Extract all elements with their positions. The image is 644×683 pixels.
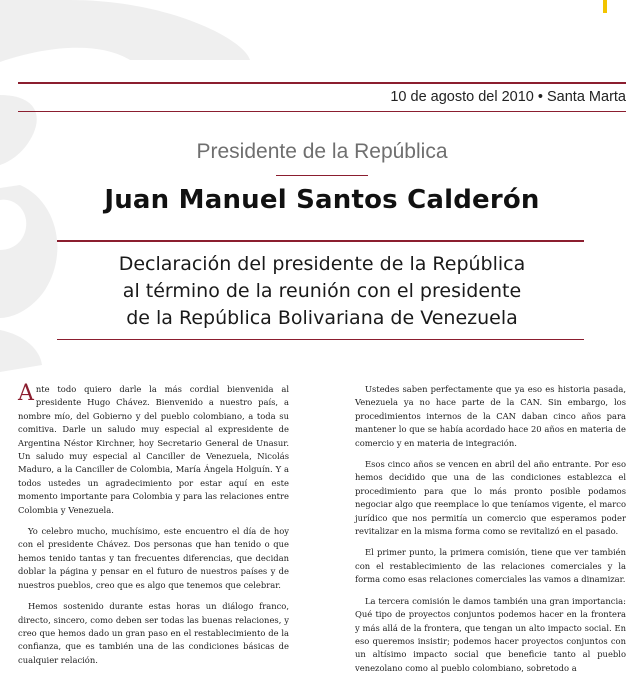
top-divider: [18, 82, 626, 84]
paragraph: Ustedes saben perfectamente que ya eso es historia pasada, Venezuela ya no hace parte de la CAN. Sin embargo, los procedimientos internos de la CAN daban cinco años para mantener lo que se había acordado hace 20 años en materia de comercio y en materia de integración.: [355, 384, 626, 448]
declaration-title-line: de la República Bolivariana de Venezuela: [126, 307, 518, 329]
name-divider: [57, 240, 584, 242]
paragraph: Hemos sostenido durante estas horas un diálogo franco, directo, sincero, como deben ser todas las buenas relaciones, y creo que hemos dado un gran paso en el restablecimiento de la confianza, que es también una de las condiciones básicas de cualquier relación.: [18, 601, 289, 665]
declaration-title: [0, 251, 644, 332]
paragraph-text: nte todo quiero darle la más cordial bienvenida al presidente Hugo Chávez. Bienvenido a nuestro país, a nombre mío, del Gobierno y del pueblo colombiano, a toda su comitiva. Darle un saludo muy especial al expresidente de Argentina Néstor Kirchner, hoy Secretario General de Unasur. Un saludo muy especial al Canciller de Venezuela, Nicolás Maduro, a la Canciller de Colombia, María Ángela Holguín. Y a todos ustedes un agradecimiento por estar aquí en este momento importante para Colombia y para las relaciones entre Colombia y Venezuela.: [18, 384, 289, 515]
title-divider: [57, 339, 584, 340]
left-column: [18, 383, 289, 675]
declaration-title-line: al término de la reunión con el presidente: [122, 280, 522, 302]
paragraph: La tercera comisión le damos también una gran importancia: Qué tipo de proyectos conjuntos podemos hacer en la frontera y más allá de la frontera, que tengan un alto impacto social. En eso queremos insistir; podemos hacer proyectos conjuntos con un altísimo impacto social que beneficie tanto al pueblo venezolano como al pueblo colombiano, sobretodo a: [355, 595, 626, 673]
right-column: [355, 383, 626, 683]
office-underline: [276, 175, 368, 176]
paragraph: Esos cinco años se vencen en abril del año entrante. Por eso hemos decidido que una de las condiciones establezca el procedimiento para que lo más pronto posible podamos negociar algo que reemplace lo que teníamos vigente, el marco jurídico que nos permitía un comercio que esperamos poder revitalizar en la misma forma como se revitalizó en el pasado.: [355, 459, 626, 537]
date-divider: [18, 111, 626, 112]
speaker-name: Juan Manuel Santos Calderón: [104, 185, 540, 215]
date-place: 10 de agosto del 2010 • Santa Marta: [390, 89, 626, 105]
paragraph: El primer punto, la primera comisión, tiene que ver también con el restablecimiento de las relaciones comerciales y la forma como esas relaciones comerciales las vamos a dinamizar.: [355, 547, 626, 585]
drop-cap: A: [18, 381, 34, 406]
speaker-office: Presidente de la República: [196, 140, 448, 163]
paragraph: [18, 383, 289, 517]
paragraph: Yo celebro mucho, muchísimo, este encuentro el día de hoy con el presidente Chávez. Dos personas que han tenido o que hemos tenido tantas y tan frecuentes diferencias, que decidan doblar la página y pensar en el futuro de nuestros países y de nuestros pueblos, creo que es algo que tenemos que celebrar.: [18, 526, 289, 590]
corner-marker: [603, 0, 607, 13]
declaration-title-line: Declaración del presidente de la República: [118, 253, 526, 275]
